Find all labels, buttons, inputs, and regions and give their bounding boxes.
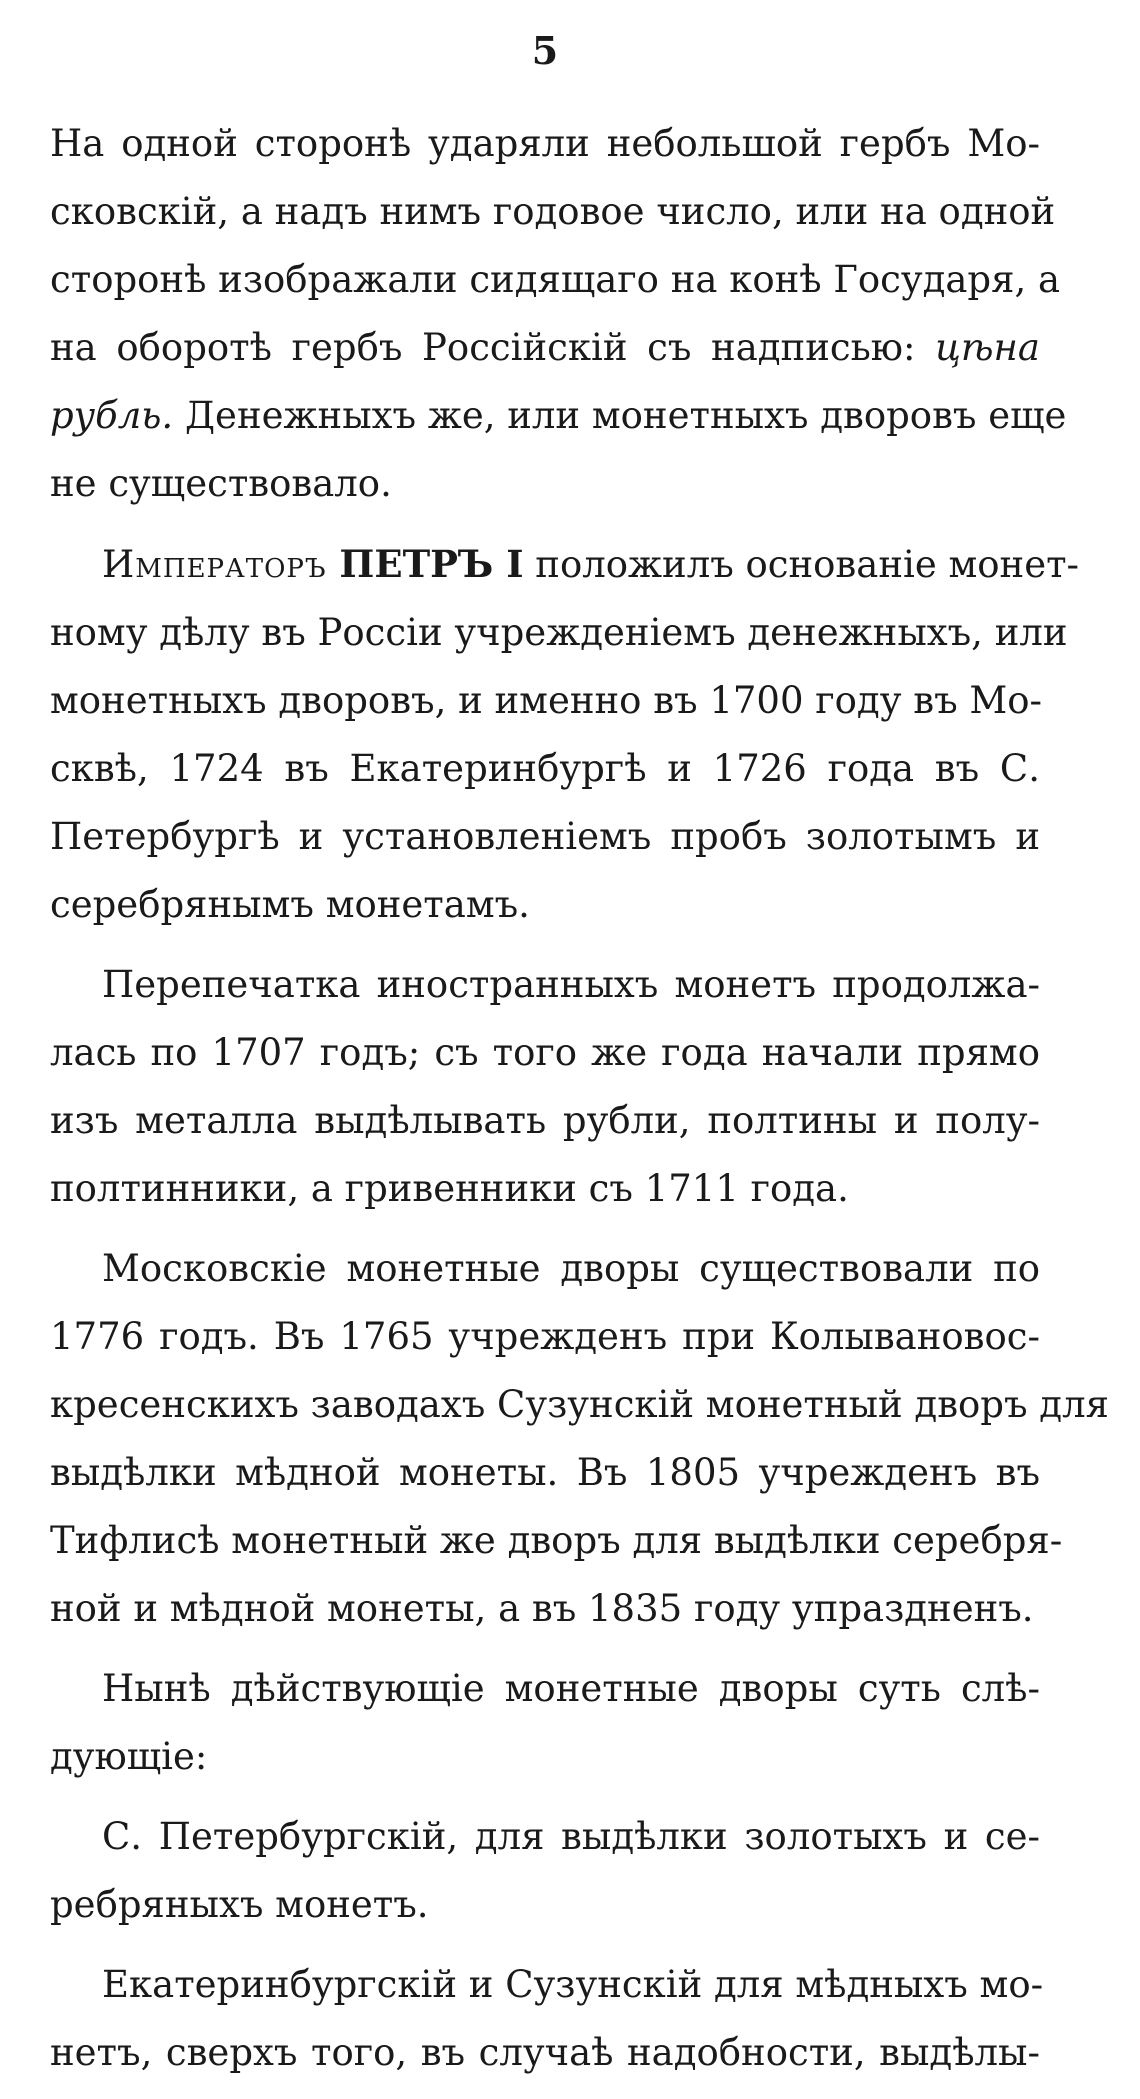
italic-text: цѣна: [935, 326, 1040, 369]
text-segment: на оборотѣ гербъ Россійскій съ надписью:: [50, 326, 936, 369]
body-text: [50, 110, 1109, 2099]
text-line: полтинники, а гривенники съ 1711 года.: [50, 1167, 849, 1210]
text-line: сковскій, а надъ нимъ годовое число, или на одной: [50, 190, 1056, 233]
paragraph-peter-the-great: [50, 530, 1080, 939]
paragraph-coin-striking: [50, 110, 1067, 518]
paragraph-current-mints: [50, 1655, 1040, 1791]
page-number: 5: [531, 28, 559, 73]
paragraph-moscow-mints: [50, 1235, 1109, 1643]
italic-text: рубль.: [50, 394, 174, 437]
text-line: нетъ, сверхъ того, въ случаѣ надобности, выдѣлы-: [50, 2031, 1040, 2074]
text-segment: положилъ основаніе монет-: [523, 543, 1080, 586]
text-line: изъ металла выдѣлывать рубли, полтины и полу-: [50, 1099, 1040, 1142]
text-line: выдѣлки мѣдной монеты. Въ 1805 учрежденъ въ: [50, 1451, 1040, 1494]
text-line: Тифлисѣ монетный же дворъ для выдѣлки серебря-: [50, 1519, 1063, 1562]
text-line: лась по 1707 годъ; съ того же года начали прямо: [50, 1031, 1040, 1074]
text-line: сквѣ, 1724 въ Екатеринбургѣ и 1726 года въ С.: [50, 747, 1040, 790]
text-segment: Денежныхъ же, или монетныхъ дворовъ еще: [173, 394, 1067, 437]
text-line: [50, 314, 1040, 382]
text-line: Перепечатка иностранныхъ монетъ продолжа-: [102, 963, 1040, 1006]
text-line: ному дѣлу въ Россіи учрежденіемъ денежныхъ, или: [50, 611, 1068, 654]
text-line: ной и мѣдной монеты, а въ 1835 году упраздненъ.: [50, 1587, 1034, 1630]
small-caps-text: Императоръ: [102, 543, 327, 586]
text-line: На одной сторонѣ ударяли небольшой гербъ Мо-: [50, 122, 1040, 165]
text-line: Петербургѣ и установленіемъ пробъ золотымъ и: [50, 815, 1040, 858]
paragraph-foreign-coins: [50, 951, 1040, 1223]
text-line: монетныхъ дворовъ, и именно въ 1700 году въ Мо-: [50, 679, 1043, 722]
text-line: Московскіе монетные дворы существовали по: [102, 1247, 1040, 1290]
bold-text: ПЕТРЪ I: [326, 542, 524, 586]
text-line: кресенскихъ заводахъ Сузунскій монетный дворъ для: [50, 1383, 1109, 1426]
text-line: [50, 382, 1067, 450]
text-line: 1776 годъ. Въ 1765 учрежденъ при Колывановос-: [50, 1315, 1040, 1358]
paragraph-ekaterinburg-mint: [50, 1951, 1044, 2087]
text-line: Екатеринбургскій и Сузунскій для мѣдныхъ мо-: [102, 1963, 1044, 2006]
text-line: сторонѣ изображали сидящаго на конѣ Государя, а: [50, 258, 1061, 301]
text-line: серебрянымъ монетамъ.: [50, 883, 530, 926]
text-line: Нынѣ дѣйствующіе монетные дворы суть слѣ-: [102, 1667, 1040, 1710]
text-line: дующіе:: [50, 1735, 208, 1778]
text-line: не существовало.: [50, 462, 392, 505]
text-line: С. Петербургскій, для выдѣлки золотыхъ и се-: [102, 1815, 1040, 1858]
text-line: ребряныхъ монетъ.: [50, 1883, 429, 1926]
text-line: [50, 530, 1080, 599]
paragraph-petersburg-mint: [50, 1803, 1040, 1939]
